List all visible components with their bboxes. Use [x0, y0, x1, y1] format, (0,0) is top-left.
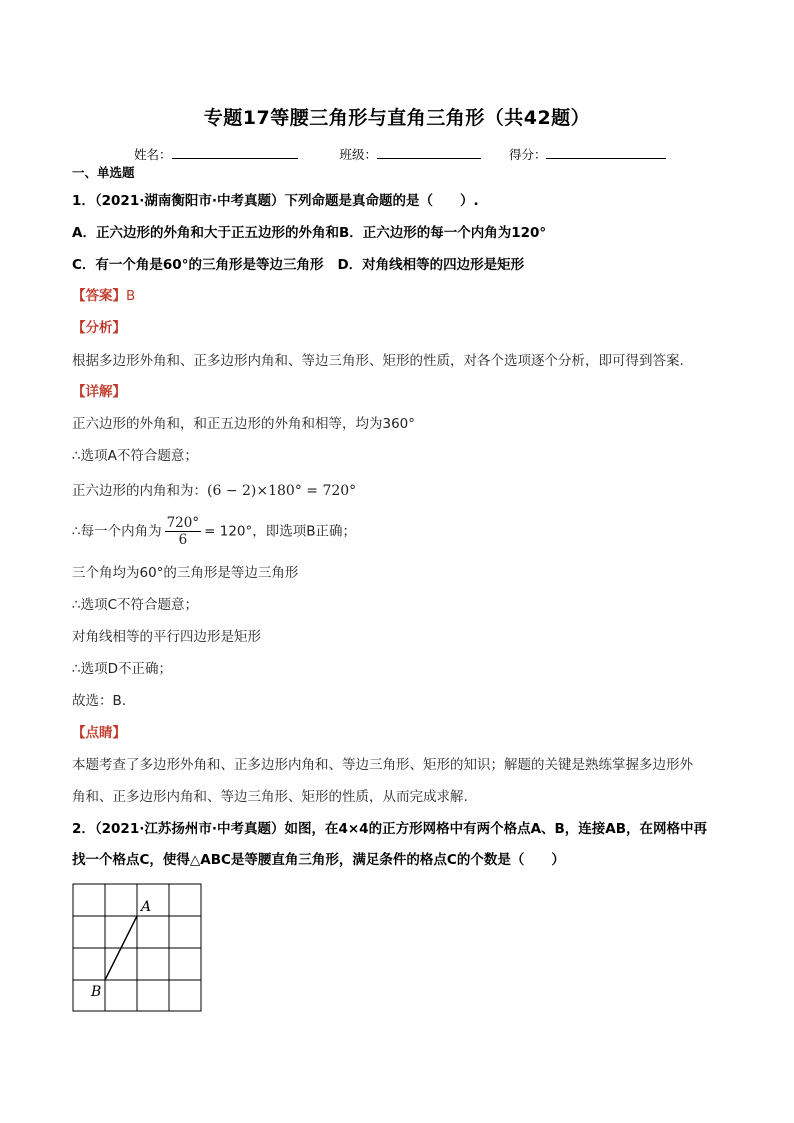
detail-line-8: ∴选项D不正确；	[72, 661, 172, 677]
detail-label: 【详解】	[72, 384, 126, 400]
analysis-label: 【分析】	[72, 320, 126, 336]
point-b-label: B	[91, 984, 102, 1000]
q1-stem: 1．（2021·湖南衡阳市·中考真题）下列命题是真命题的是（ ）.	[72, 193, 479, 209]
detail-line-5: 三个角均为60°的三角形是等边三角形	[72, 565, 299, 581]
q1-options-cd	[72, 256, 524, 274]
q2-stem-line-1: 2．（2021·江苏扬州市·中考真题）如图，在4×4的正方形网格中有两个格点A、B，连接AB，在网格中再	[72, 821, 708, 837]
detail-line-4-result: = 120°，即选项B正确；	[204, 523, 357, 540]
detail-line-6: ∴选项C不符合题意；	[72, 597, 199, 613]
class-label: 班级：	[339, 147, 377, 162]
detail-line-2: ∴选项A不符合题意；	[72, 448, 198, 464]
q1-options-ab	[72, 224, 546, 242]
q1-option-c: C．有一个角是60°的三角形是等边三角形	[72, 257, 324, 273]
q1-option-d: D．对角线相等的四边形是矩形	[337, 257, 525, 273]
q2-stem-line-2: 找一个格点C，使得△ABC是等腰直角三角形，满足条件的格点C的个数是（ ）	[72, 852, 565, 868]
class-blank[interactable]	[377, 146, 481, 159]
detail-line-3-text: 正六边形的内角和为：	[72, 483, 207, 499]
detail-line-9: 故选：B.	[72, 693, 127, 709]
interior-angle-formula: (6 − 2)×180° = 720°	[207, 483, 357, 499]
q1-answer	[72, 287, 135, 305]
score-blank[interactable]	[546, 146, 666, 159]
analysis-text: 根据多边形外角和、正多边形内角和、等边三角形、矩形的性质，对各个选项逐个分析，即可得到答案.	[72, 353, 684, 369]
detail-line-1: 正六边形的外角和，和正五边形的外角和相等，均为360°	[72, 416, 416, 432]
comment-line-2: 角和、正多边形内角和、等边三角形、矩形的性质，从而完成求解.	[72, 789, 468, 805]
student-info-row	[134, 145, 666, 163]
name-label: 姓名：	[134, 147, 172, 162]
q1-option-a: A．正六边形的外角和大于正五边形的外角和	[72, 225, 339, 241]
answer-value: B	[126, 288, 136, 304]
detail-line-4-text: ∴每一个内角为	[72, 523, 162, 540]
detail-line-7: 对角线相等的平行四边形是矩形	[72, 629, 261, 645]
section-heading: 一、单选题	[72, 165, 135, 180]
q1-option-b: B．正六边形的每一个内角为120°	[338, 225, 547, 241]
angle-fraction	[165, 515, 202, 548]
comment-label: 【点睛】	[72, 725, 126, 741]
page-title: 专题17等腰三角形与直角三角形（共42题）	[203, 107, 591, 129]
point-a-label: A	[141, 899, 152, 915]
name-blank[interactable]	[172, 146, 298, 159]
fraction-numerator: 720°	[166, 515, 200, 531]
detail-line-3	[72, 482, 356, 500]
detail-line-4	[72, 515, 356, 548]
square-grid-figure	[72, 883, 204, 1013]
comment-line-1: 本题考查了多边形外角和、正多边形内角和、等边三角形、矩形的知识；解题的关键是熟练掌握多边形外	[72, 757, 693, 773]
fraction-denominator: 6	[178, 532, 188, 548]
score-label: 得分：	[508, 147, 547, 162]
answer-label: 【答案】	[72, 288, 126, 304]
